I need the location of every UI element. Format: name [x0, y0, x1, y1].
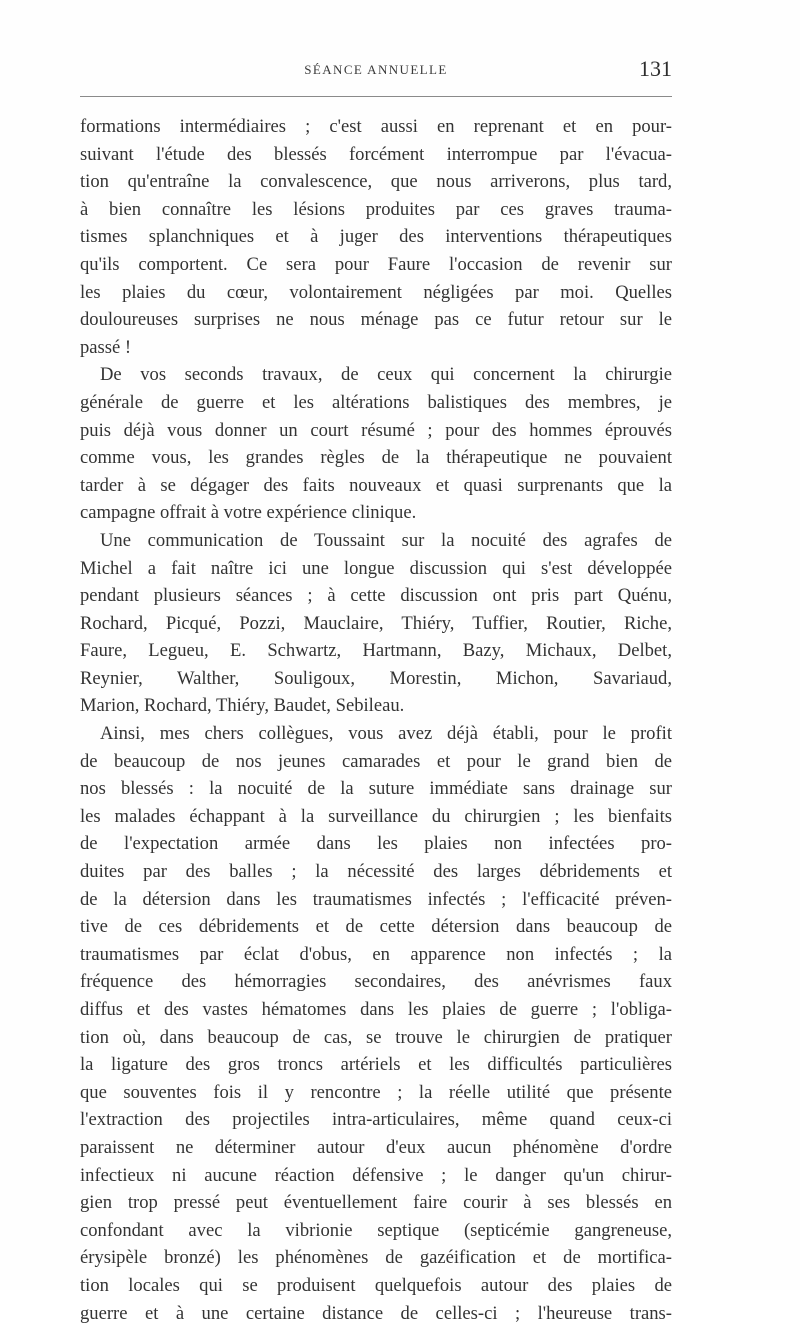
text-line: diffus et des vastes hématomes dans les plaies de guerre ; l'obliga-	[80, 999, 672, 1020]
text-line: formations intermédiaires ; c'est aussi en reprenant et en pour-	[80, 116, 672, 137]
text-line: guerre et à une certaine distance de celles-ci ; l'heureuse trans-	[80, 1302, 672, 1324]
text-line: De vos seconds travaux, de ceux qui concernent la chirurgie	[100, 364, 672, 386]
text-line: campagne offrait à votre expérience clinique.	[80, 502, 417, 524]
text-line: paraissent ne déterminer autour d'eux aucun phénomène d'ordre	[80, 1136, 672, 1158]
text-line: Reynier, Walther, Souligoux, Morestin, Michon, Savariaud,	[80, 667, 672, 689]
text-line: traumatismes par éclat d'obus, en apparence non infectés ; la	[80, 943, 672, 965]
text-line: générale de guerre et les altérations balistiques des membres, je	[80, 391, 672, 413]
header-rule	[80, 96, 672, 97]
running-head	[80, 56, 672, 90]
body-text	[80, 113, 672, 1327]
text-line: passé !	[80, 336, 132, 358]
text-line: nos blessés : la nocuité de la suture immédiate sans drainage sur	[80, 778, 672, 800]
text-line: de beaucoup de nos jeunes camarades et pour le grand bien de	[80, 750, 672, 772]
text-line: gien trop pressé peut éventuellement faire courir à ses blessés en	[80, 1192, 672, 1214]
text-line: douloureuses surprises ne nous ménage pas ce futur retour sur le	[80, 309, 672, 331]
text-line: pendant plusieurs séances ; à cette discussion ont pris part Quénu,	[80, 585, 672, 607]
text-line: érysipèle bronzé) les phénomènes de gazéification et de mortifica-	[80, 1247, 672, 1269]
text-line: tive de ces débridements et de cette détersion dans beaucoup de	[80, 916, 672, 938]
text-line: l'extraction des projectiles intra-articulaires, même quand ceux-ci	[80, 1109, 672, 1131]
text-line: les plaies du cœur, volontairement négligées par moi. Quelles	[80, 281, 672, 303]
text-line: tion où, dans beaucoup de cas, se trouve le chirurgien de pratiquer	[80, 1026, 672, 1048]
page-number: 131	[639, 56, 672, 81]
text-line: puis déjà vous donner un court résumé ; pour des hommes éprouvés	[80, 419, 672, 441]
running-title: SÉANCE ANNUELLE	[304, 62, 448, 77]
text-line: les malades échappant à la surveillance du chirurgien ; les bienfaits	[80, 805, 672, 827]
text-line: Ainsi, mes chers collègues, vous avez déjà établi, pour le profit	[100, 723, 672, 745]
text-line: comme vous, les grandes règles de la thérapeutique ne pouvaient	[80, 447, 672, 469]
text-line: Faure, Legueu, E. Schwartz, Hartmann, Bazy, Michaux, Delbet,	[80, 640, 672, 662]
text-line: confondant avec la vibrionie septique (septicémie gangreneuse,	[80, 1219, 672, 1241]
text-line: qu'ils comportent. Ce sera pour Faure l'occasion de revenir sur	[80, 253, 672, 275]
text-line: Marion, Rochard, Thiéry, Baudet, Sebileau.	[80, 695, 405, 717]
text-line: tismes splanchniques et à juger des interventions thérapeutiques	[80, 226, 672, 248]
text-line: suivant l'étude des blessés forcément interrompue par l'évacua-	[80, 143, 672, 165]
text-line: de la détersion dans les traumatismes infectés ; l'efficacité préven-	[80, 888, 672, 910]
text-line: tion locales qui se produisent quelquefois autour des plaies de	[80, 1274, 672, 1296]
text-line: duites par des balles ; la nécessité des larges débridements et	[80, 861, 672, 883]
text-line: Une communication de Toussaint sur la nocuité des agrafes de	[100, 529, 672, 551]
text-line: de l'expectation armée dans les plaies non infectées pro-	[80, 833, 672, 855]
text-line: à bien connaître les lésions produites par ces graves trauma-	[80, 198, 672, 220]
text-line: infectieux ni aucune réaction défensive ; le danger qu'un chirur-	[80, 1164, 672, 1186]
text-line: la ligature des gros troncs artériels et les difficultés particulières	[80, 1054, 672, 1076]
text-line: Rochard, Picqué, Pozzi, Mauclaire, Thiéry, Tuffier, Routier, Riche,	[80, 612, 672, 634]
text-line: fréquence des hémorragies secondaires, des anévrismes faux	[80, 971, 672, 993]
text-line: Michel a fait naître ici une longue discussion qui s'est développée	[80, 557, 672, 579]
text-line: tion qu'entraîne la convalescence, que nous arriverons, plus tard,	[80, 171, 672, 193]
text-line: tarder à se dégager des faits nouveaux et quasi surprenants que la	[80, 474, 672, 496]
text-line: que souventes fois il y rencontre ; la réelle utilité que présente	[80, 1081, 672, 1103]
